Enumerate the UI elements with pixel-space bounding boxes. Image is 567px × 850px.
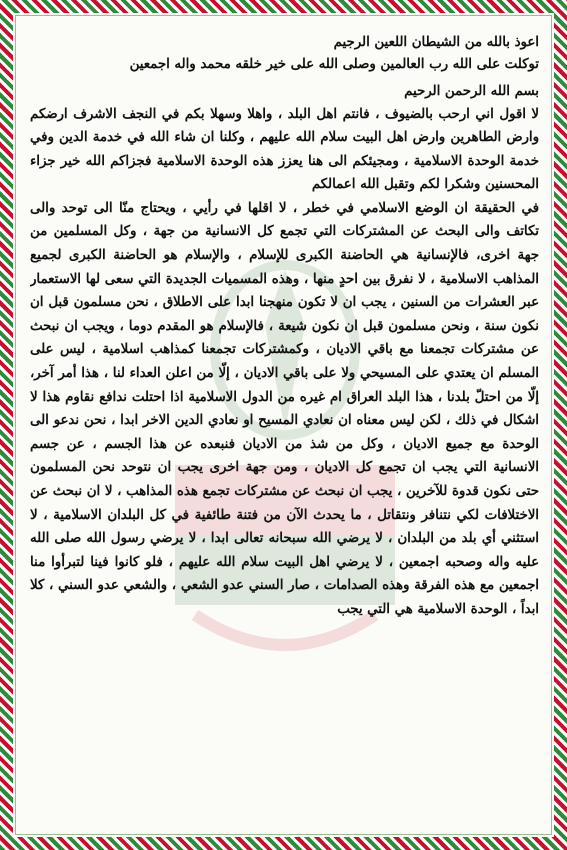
- taawwudh-line: اعوذ بالله من الشيطان اللعين الرجيم: [333, 35, 539, 50]
- document-body: [30, 32, 539, 810]
- invocation-line: توكلت على الله رب العالمين وصلى الله على خير خلقه محمد واله اجمعين: [129, 56, 539, 72]
- paragraph-welcome: لا اقول اني ارحب بالضيوف ، فانتم اهل البلد ، واهلا وسهلا بكم في النجف الاشرف ارضكم وارض الطاهرين وارض اهل البيت سلام الله عليهم ، وكلنا ان شاء الله في خدمة الدين وفي خدمة الوحدة الاسلامية ، ومجيئكم الى هنا يعزز هذه الوحدة الاسلامية فجزاكم الله خير جزاء المحسنين وشكرا لكم وتقبل الله اعمالكم: [30, 106, 539, 193]
- basmala-line: بسم الله الرحمن الرحيم: [404, 84, 539, 99]
- paragraph-unity: في الحقيقة ان الوضع الاسلامي في خطر ، لا اقلها في رأيي ، ويحتاج منّا الى توحد والى تكاتف والى البحث عن المشتركات التي تجمع كل الانسانية من جهة ، وكل المسلمين من جهة اخرى، فالإنسانية هي الحاضنة الكبرى للإسلام ، والإسلام هو الحاضنة الكبرى لجميع المذاهب الاسلامية ، لا نفرق بين احدٍ منها ، وهذه المسميات الجديدة التي سعى لها الاستعمار عبر العشرات من السنين ، يجب ان لا تكون منهجنا ابدا على الاطلاق ، نحن مسلمون قبل ان نكون سنة ، ونحن مسلمون قبل ان نكون شيعة ، فالإسلام هو المقدم دوما ، ويجب ان نبحث عن مشتركات تجمعنا مع باقي الاديان ، وكمشتركات تجمعنا كمذاهب اسلامية ، ليس على المسلم ان يعتدي على المسيحي ولا على باقي الاديان ، إلّا من اعلن العداء لنا ، هذا أمر آخر، إلّا من احتلّ بلدنا ، هذا البلد العراق ام غيره من الدول الاسلامية اذا احتلت ندافع نقاوم هذا لا اشكال في ذلك ، لكن ليس معناه ان نعادي المسيح او نعادي الدين الاخر ابدا ، نحن ندعو الى الوحدة مع جميع الاديان ، وكل من شذ من الاديان فنبعده عن هذا الجسم ، عن جسم الانسانية التي يجب ان تجمع كل الاديان ، ومن جهة اخرى يجب ان نتوحد نحن المسلمون حتى نكون قدوة للآخرين ، يجب ان نبحث عن مشتركات تجمع هذه المذاهب ، لا ان نبحث عن الاختلافات لكي نتنافر ونتقاتل ، ما يحدث الآن من فتنة طائفية في كل البلدان الاسلامية ، لا استثني أي بلد من البلدان ، لا يرضي الله سبحانه تعالى ابدا ، لا يرضي رسول الله صلى الله عليه واله وصحبه اجمعين ، لا يرضي اهل البيت سلام الله عليهم ، فلو كانوا فينا لتبرأوا منا اجمعين مع هذه الفرقة وهذه الصدامات ، صار السني عدو الشعي ، والشعي عدو السني ، كلا ابداً ، الوحدة الاسلامية هي التي يجب: [30, 200, 539, 617]
